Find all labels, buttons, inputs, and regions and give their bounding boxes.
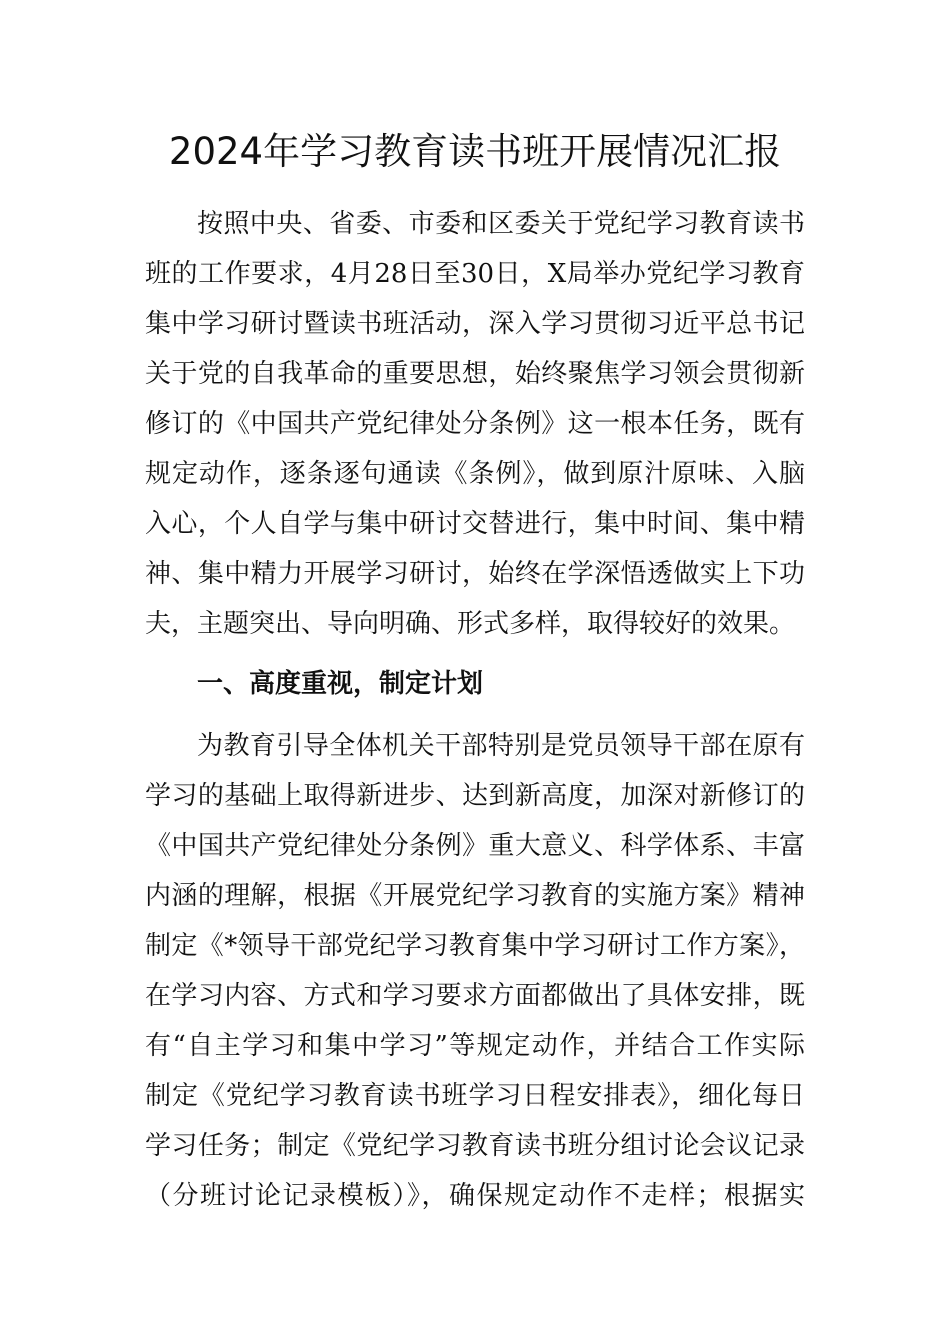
paragraph-2-line-1: 为教育引导全体机关干部特别是党员领导干部在原有 bbox=[197, 731, 805, 761]
paragraph-1-line-5: 修订的《中国共产党纪律处分条例》这一根本任务，既有 bbox=[145, 409, 805, 439]
paragraph-1-line-4: 关于党的自我革命的重要思想，始终聚焦学习领会贯彻新 bbox=[145, 359, 805, 389]
section-1-heading: 一、高度重视，制定计划 bbox=[197, 669, 484, 699]
paragraph-2-line-9: 学习任务；制定《党纪学习教育读书班分组讨论会议记录 bbox=[145, 1131, 805, 1161]
paragraph-2-line-7: 有“自主学习和集中学习”等规定动作，并结合工作实际 bbox=[145, 1031, 805, 1061]
paragraph-1-line-1: 按照中央、省委、市委和区委关于党纪学习教育读书 bbox=[197, 209, 805, 239]
paragraph-2-line-5: 制定《*领导干部党纪学习教育集中学习研讨工作方案》， bbox=[145, 931, 805, 961]
document-title: 2024年学习教育读书班开展情况汇报 bbox=[168, 130, 782, 173]
paragraph-1-line-7: 入心，个人自学与集中研讨交替进行，集中时间、集中精 bbox=[145, 509, 805, 539]
paragraph-2-line-10: （分班讨论记录模板）》，确保规定动作不走样；根据实 bbox=[145, 1181, 805, 1211]
paragraph-2-line-8: 制定《党纪学习教育读书班学习日程安排表》，细化每日 bbox=[145, 1081, 805, 1111]
paragraph-1-line-8: 神、集中精力开展学习研讨，始终在学深悟透做实上下功 bbox=[145, 559, 805, 589]
paragraph-1-line-3: 集中学习研讨暨读书班活动，深入学习贯彻习近平总书记 bbox=[145, 309, 805, 339]
paragraph-2-line-2: 学习的基础上取得新进步、达到新高度，加深对新修订的 bbox=[145, 781, 805, 811]
paragraph-1-line-9: 夫，主题突出、导向明确、形式多样，取得较好的效果。 bbox=[145, 609, 796, 639]
paragraph-1-line-2: 班的工作要求，4月28日至30日，X局举办党纪学习教育 bbox=[145, 259, 805, 289]
paragraph-1-line-6: 规定动作，逐条逐句通读《条例》，做到原汁原味、入脑 bbox=[145, 459, 805, 489]
paragraph-2-line-3: 《中国共产党纪律处分条例》重大意义、科学体系、丰富 bbox=[145, 831, 805, 861]
paragraph-2-line-4: 内涵的理解，根据《开展党纪学习教育的实施方案》精神 bbox=[145, 881, 805, 911]
paragraph-2-line-6: 在学习内容、方式和学习要求方面都做出了具体安排，既 bbox=[145, 981, 805, 1011]
